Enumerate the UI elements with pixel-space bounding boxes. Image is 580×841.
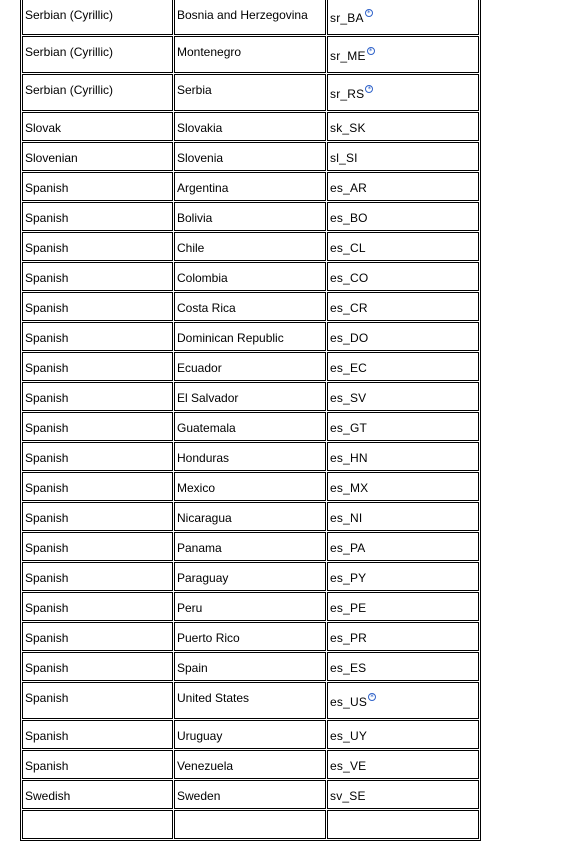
language-cell: Serbian (Cyrillic)	[22, 36, 173, 73]
country-cell: Serbia	[174, 74, 326, 111]
country-cell: Colombia	[174, 262, 326, 291]
country-cell	[174, 810, 326, 839]
locale-code: es_DO	[330, 331, 369, 345]
table-row	[22, 352, 479, 381]
locale-code-cell	[327, 652, 479, 681]
language-cell: Spanish	[22, 622, 173, 651]
locale-code-cell	[327, 74, 479, 111]
locale-code: es_PY	[330, 571, 367, 585]
language-cell: Spanish	[22, 442, 173, 471]
locale-code-cell	[327, 322, 479, 351]
table-row	[22, 292, 479, 321]
locale-code: es_UY	[330, 729, 368, 743]
footnote-circle-icon[interactable]: *	[365, 9, 373, 17]
country-cell: Ecuador	[174, 352, 326, 381]
country-cell: Paraguay	[174, 562, 326, 591]
locale-code-cell	[327, 592, 479, 621]
language-cell: Spanish	[22, 720, 173, 749]
locale-code-cell	[327, 382, 479, 411]
language-cell: Spanish	[22, 382, 173, 411]
table-row	[22, 810, 479, 839]
table-row	[22, 442, 479, 471]
locale-code: es_PR	[330, 631, 368, 645]
country-cell: Mexico	[174, 472, 326, 501]
country-cell: United States	[174, 682, 326, 719]
country-cell: Bolivia	[174, 202, 326, 231]
locale-code-cell	[327, 36, 479, 73]
table-row	[22, 562, 479, 591]
locale-code: es_VE	[330, 759, 367, 773]
locale-code: es_NI	[330, 511, 363, 525]
locale-code-cell	[327, 750, 479, 779]
locale-code: es_SV	[330, 391, 367, 405]
language-cell: Spanish	[22, 262, 173, 291]
table-row	[22, 202, 479, 231]
country-cell: Uruguay	[174, 720, 326, 749]
locale-code-cell	[327, 682, 479, 719]
table-row	[22, 472, 479, 501]
locale-code-cell	[327, 0, 479, 35]
table-row	[22, 232, 479, 261]
locale-code-cell	[327, 532, 479, 561]
language-cell: Slovak	[22, 112, 173, 141]
footnote-circle-icon[interactable]: *	[367, 47, 375, 55]
locale-code-cell	[327, 352, 479, 381]
language-cell: Spanish	[22, 322, 173, 351]
country-cell: Puerto Rico	[174, 622, 326, 651]
locale-table-body	[22, 0, 479, 839]
table-row	[22, 0, 479, 35]
table-row	[22, 502, 479, 531]
language-cell: Spanish	[22, 562, 173, 591]
country-cell: Montenegro	[174, 36, 326, 73]
language-cell: Spanish	[22, 502, 173, 531]
country-cell: Argentina	[174, 172, 326, 201]
locale-code-cell	[327, 562, 479, 591]
locale-code: es_MX	[330, 481, 369, 495]
locale-code: es_GT	[330, 421, 368, 435]
locale-code-cell	[327, 622, 479, 651]
language-cell: Serbian (Cyrillic)	[22, 74, 173, 111]
country-cell: Chile	[174, 232, 326, 261]
table-row	[22, 172, 479, 201]
country-cell: Honduras	[174, 442, 326, 471]
language-cell: Serbian (Cyrillic)	[22, 0, 173, 35]
country-cell: Peru	[174, 592, 326, 621]
country-cell: Sweden	[174, 780, 326, 809]
language-cell: Spanish	[22, 472, 173, 501]
country-cell: Guatemala	[174, 412, 326, 441]
footnote-circle-icon[interactable]: *	[368, 693, 376, 701]
locale-code: es_PA	[330, 541, 366, 555]
country-cell: Venezuela	[174, 750, 326, 779]
locale-code: sk_SK	[330, 121, 366, 135]
table-row	[22, 262, 479, 291]
locale-code: sr_ME	[330, 49, 366, 63]
language-cell: Spanish	[22, 592, 173, 621]
locale-code: sl_SI	[330, 151, 358, 165]
table-row	[22, 532, 479, 561]
table-row	[22, 412, 479, 441]
table-row	[22, 142, 479, 171]
table-row	[22, 622, 479, 651]
locale-code-cell	[327, 172, 479, 201]
country-cell: Dominican Republic	[174, 322, 326, 351]
table-row	[22, 720, 479, 749]
language-cell: Spanish	[22, 750, 173, 779]
country-cell: Nicaragua	[174, 502, 326, 531]
language-cell: Spanish	[22, 412, 173, 441]
language-cell	[22, 810, 173, 839]
country-cell: Bosnia and Herzegovina	[174, 0, 326, 35]
locale-code-cell	[327, 472, 479, 501]
locale-code: es_CL	[330, 241, 366, 255]
language-cell: Spanish	[22, 652, 173, 681]
locale-code: es_CR	[330, 301, 368, 315]
locale-code-cell	[327, 810, 479, 839]
locale-code-cell	[327, 442, 479, 471]
table-row	[22, 112, 479, 141]
table-row	[22, 74, 479, 111]
table-row	[22, 36, 479, 73]
locale-code-cell	[327, 202, 479, 231]
country-cell: Slovenia	[174, 142, 326, 171]
table-row	[22, 780, 479, 809]
table-row	[22, 682, 479, 719]
language-cell: Spanish	[22, 352, 173, 381]
locale-code-cell	[327, 502, 479, 531]
language-cell: Spanish	[22, 172, 173, 201]
locale-code-cell	[327, 780, 479, 809]
locale-code: sv_SE	[330, 789, 366, 803]
country-cell: Panama	[174, 532, 326, 561]
locale-code: es_ES	[330, 661, 367, 675]
language-cell: Spanish	[22, 202, 173, 231]
locale-code: es_CO	[330, 271, 369, 285]
locale-code-cell	[327, 112, 479, 141]
footnote-circle-icon[interactable]: *	[365, 85, 373, 93]
locale-code: es_EC	[330, 361, 368, 375]
language-cell: Spanish	[22, 682, 173, 719]
locale-code: es_AR	[330, 181, 368, 195]
locale-table	[20, 0, 481, 841]
locale-code: es_HN	[330, 451, 368, 465]
locale-code-cell	[327, 720, 479, 749]
language-cell: Spanish	[22, 532, 173, 561]
locale-code-cell	[327, 142, 479, 171]
country-cell: Spain	[174, 652, 326, 681]
country-cell: Costa Rica	[174, 292, 326, 321]
locale-code-cell	[327, 412, 479, 441]
table-row	[22, 382, 479, 411]
language-cell: Spanish	[22, 292, 173, 321]
locale-code: sr_BA	[330, 11, 364, 25]
locale-code: sr_RS	[330, 87, 365, 101]
locale-code: es_US	[330, 695, 368, 709]
locale-code-cell	[327, 292, 479, 321]
locale-code-cell	[327, 262, 479, 291]
table-row	[22, 652, 479, 681]
locale-code: es_BO	[330, 211, 368, 225]
language-cell: Spanish	[22, 232, 173, 261]
language-cell: Slovenian	[22, 142, 173, 171]
country-cell: Slovakia	[174, 112, 326, 141]
locale-code: es_PE	[330, 601, 367, 615]
table-row	[22, 322, 479, 351]
locale-code-cell	[327, 232, 479, 261]
country-cell: El Salvador	[174, 382, 326, 411]
table-row	[22, 750, 479, 779]
language-cell: Swedish	[22, 780, 173, 809]
table-row	[22, 592, 479, 621]
